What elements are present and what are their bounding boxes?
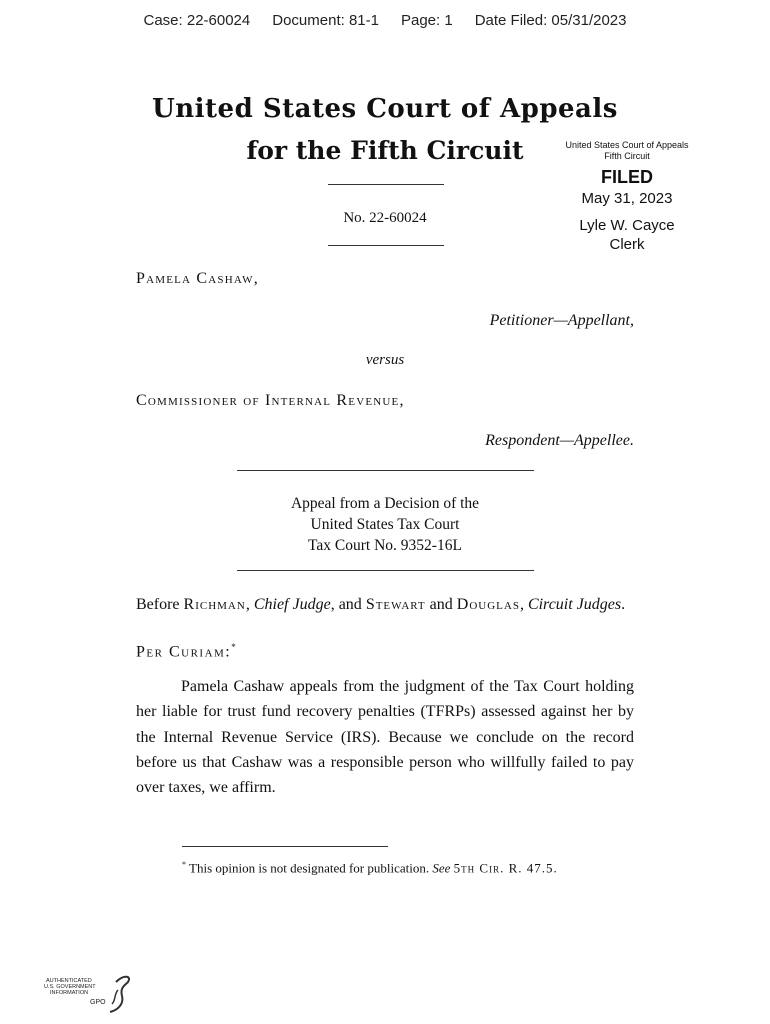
footnote-text: This opinion is not designated for publication. (189, 860, 430, 876)
footnote-rule (182, 846, 388, 847)
filed-stamp (560, 140, 694, 254)
panel-line: Before Richman, Chief Judge, and Stewart and Douglas, Circuit Judges. (136, 596, 626, 613)
versus: versus (365, 352, 405, 368)
per-curiam-label: Per Curiam: (136, 643, 232, 661)
tax-court-number: Tax Court No. 9352-16L (308, 537, 462, 554)
and-text: and (429, 596, 453, 613)
footnote-see: See (432, 860, 451, 876)
gpo-line4: GPO (90, 999, 106, 1006)
appeal-line: Appeal from a Decision of the (290, 495, 480, 512)
document-number: Document: 81-1 (272, 12, 379, 29)
footnote (182, 860, 558, 876)
case-number: Case: 22-60024 (143, 12, 251, 29)
gpo-line3: INFORMATION (50, 990, 89, 996)
judge-richman: Richman (183, 596, 246, 613)
docket-number: No. 22-60024 (343, 210, 427, 226)
respondent-name: Commissioner of Internal Revenue, (136, 392, 405, 409)
divider (328, 184, 444, 185)
per-curiam (136, 642, 236, 661)
stamp-filed: FILED (601, 167, 653, 187)
footnote-marker: * (231, 642, 236, 652)
gpo-line1: AUTHENTICATED (46, 978, 92, 984)
appeal-court: United States Tax Court (310, 516, 460, 533)
judge-douglas: Douglas (456, 596, 520, 613)
gpo-eagle-icon (44, 968, 140, 1018)
stamp-clerk (560, 216, 694, 254)
before-prefix: Before (136, 596, 180, 613)
judge-stewart: Stewart (365, 596, 426, 613)
stamp-court: United States Court of Appeals (565, 140, 689, 150)
page-number: Page: 1 (400, 12, 453, 29)
court-title: United States Court of Appeals (152, 94, 618, 124)
court-subtitle: for the Fifth Circuit (246, 136, 524, 165)
circuit-judges-title: Circuit Judges (527, 596, 622, 613)
divider (237, 570, 534, 571)
petitioner-role: Petitioner—Appellant, (489, 312, 634, 329)
footnote-mark: * (182, 860, 186, 869)
petitioner-name: Pamela Cashaw, (136, 270, 259, 287)
appeal-info (0, 493, 770, 556)
footnote-cite: 5th Cir. R. 47.5. (453, 860, 558, 876)
case-header (0, 12, 770, 29)
and-text: , and (330, 596, 362, 613)
divider (237, 470, 534, 471)
divider (328, 245, 444, 246)
gpo-line2: U.S. GOVERNMENT (44, 984, 96, 990)
date-filed: Date Filed: 05/31/2023 (474, 12, 627, 29)
stamp-circuit: Fifth Circuit (604, 151, 650, 161)
stamp-date: May 31, 2023 (581, 190, 673, 207)
respondent-role: Respondent—Appellee. (485, 432, 634, 449)
chief-judge-title: Chief Judge (253, 596, 331, 613)
opinion-paragraph: Pamela Cashaw appeals from the judgment of the Tax Court holding her liable for trust fund recovery penalties (TFRPs) assessed against her by the Internal Revenue Service (IRS). Because we conclude on the record before us that Cashaw was a responsible person who willfully failed to pay over taxes, we affirm. (136, 678, 634, 797)
clerk-name: Lyle W. Cayce (579, 217, 675, 234)
gpo-logo (44, 968, 140, 1018)
clerk-title: Clerk (609, 236, 645, 253)
